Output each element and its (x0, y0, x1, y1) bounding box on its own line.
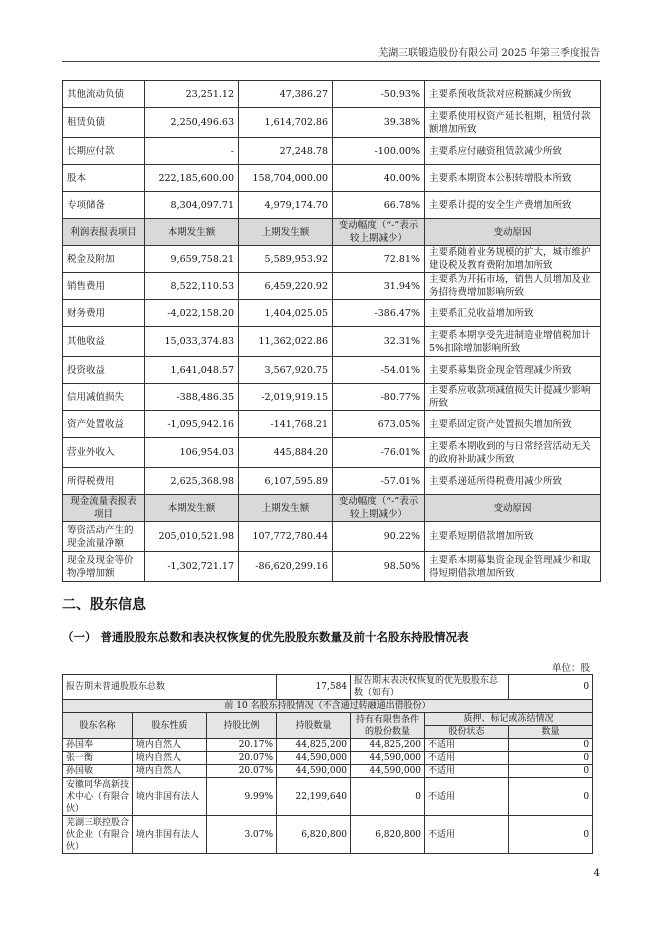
pledge-count: 0 (509, 778, 593, 816)
table-header-row (63, 495, 601, 522)
item-name: 长期应付款 (63, 138, 145, 165)
holder-name: 芜湖三联控股合伙企业（有限合伙） (63, 816, 133, 854)
section-title: 二、股东信息 (62, 597, 146, 613)
change-reason: 主要系为开拓市场，销售人员增加及业务招待费增加影响所致 (425, 273, 601, 300)
change-percent: 40.00% (333, 165, 425, 192)
current-amount: -4,022,158.20 (145, 300, 239, 327)
prior-amount: -2,019,919.15 (239, 384, 333, 411)
prior-amount: 445,884.20 (239, 438, 333, 468)
change-percent: 66.78% (333, 192, 425, 219)
table-row (63, 522, 601, 552)
col-holding-qty: 持股数量 (277, 713, 351, 739)
header-item: 利润表报表项目 (63, 219, 145, 246)
holder-nature: 境内非国有法人 (133, 778, 207, 816)
current-amount: 2,250,496.63 (145, 108, 239, 138)
shareholder-row (63, 765, 593, 778)
prior-amount: 6,107,595.89 (239, 468, 333, 495)
current-amount: -388,486.35 (145, 384, 239, 411)
prior-amount: 158,704,000.00 (239, 165, 333, 192)
top10-caption: 前 10 名股东持股情况（不含通过转融通出借股份） (63, 700, 593, 713)
total-holders-value: 17,584 (277, 675, 351, 700)
prior-amount: 11,362,022.86 (239, 327, 333, 357)
item-name: 筹资活动产生的现金流量净额 (63, 522, 145, 552)
item-name: 税金及附加 (63, 246, 145, 273)
financial-changes-table (62, 80, 601, 582)
change-percent: 72.81% (333, 246, 425, 273)
item-name: 其他流动负债 (63, 81, 145, 108)
holder-name: 孙国奉 (63, 739, 133, 752)
item-name: 营业外收入 (63, 438, 145, 468)
item-name: 资产处置收益 (63, 411, 145, 438)
shareholder-row (63, 778, 593, 816)
change-percent: -80.77% (333, 384, 425, 411)
pledge-count: 0 (509, 752, 593, 765)
item-name: 销售费用 (63, 273, 145, 300)
item-name: 投资收益 (63, 357, 145, 384)
item-name: 专项储备 (63, 192, 145, 219)
current-amount: 222,185,600.00 (145, 165, 239, 192)
current-amount: 106,954.03 (145, 438, 239, 468)
header-item: 现金流量表报表项目 (63, 495, 145, 522)
table-row (63, 384, 601, 411)
pledge-count: 0 (509, 765, 593, 778)
col-restricted-qty: 持有有限售条件的股份数量 (351, 713, 425, 739)
item-name: 现金及现金等价物净增加额 (63, 552, 145, 582)
restricted-qty: 44,825,200 (351, 739, 425, 752)
prior-amount: -141,768.21 (239, 411, 333, 438)
change-percent: -54.01% (333, 357, 425, 384)
share-status: 不适用 (425, 739, 509, 752)
table-row (63, 192, 601, 219)
header-reason: 变动原因 (425, 495, 601, 522)
header-current: 本期发生额 (145, 495, 239, 522)
total-holders-label: 报告期末普通股股东总数 (63, 675, 277, 700)
current-amount: 8,522,110.53 (145, 273, 239, 300)
change-reason: 主要系固定资产处置损失增加所致 (425, 411, 601, 438)
current-amount: 8,304,097.71 (145, 192, 239, 219)
prior-amount: -86,620,299.16 (239, 552, 333, 582)
pledge-count: 0 (509, 739, 593, 752)
prior-amount: 3,567,920.75 (239, 357, 333, 384)
change-percent: -57.01% (333, 468, 425, 495)
change-reason: 主要系募集资金现金管理减少所致 (425, 357, 601, 384)
header-prior: 上期发生额 (239, 495, 333, 522)
table-row (63, 81, 601, 108)
item-name: 其他收益 (63, 327, 145, 357)
header-change: 变动幅度（“-”表示较上期减少） (333, 495, 425, 522)
restricted-qty: 44,590,000 (351, 752, 425, 765)
holding-ratio: 20.17% (207, 739, 277, 752)
current-amount: 205,010,521.98 (145, 522, 239, 552)
holder-name: 孙国敏 (63, 765, 133, 778)
holder-name: 安徽同华高新技术中心（有限合伙） (63, 778, 133, 816)
change-reason: 主要系短期借款增加所致 (425, 522, 601, 552)
current-amount: 2,625,368.98 (145, 468, 239, 495)
item-name: 股本 (63, 165, 145, 192)
change-reason: 主要系使用权资产延长租期，租赁付款额增加所致 (425, 108, 601, 138)
item-name: 租赁负债 (63, 108, 145, 138)
table-header-row (63, 219, 601, 246)
restricted-qty: 44,590,000 (351, 765, 425, 778)
page-header: 芜湖三联锻造股份有限公司 2025 年第三季度报告 (378, 48, 600, 59)
item-name: 财务费用 (63, 300, 145, 327)
table-row (63, 411, 601, 438)
page-number: 4 (593, 868, 600, 879)
holder-nature: 境内非国有法人 (133, 816, 207, 854)
current-amount: 23,251.12 (145, 81, 239, 108)
col-holder-name: 股东名称 (63, 713, 133, 739)
subsection-title: （一） 普通股股东总数和表决权恢复的优先股股东数量及前十名股东持股情况表 (62, 630, 469, 644)
prior-amount: 5,589,953.92 (239, 246, 333, 273)
restricted-qty: 0 (351, 778, 425, 816)
holder-nature: 境内自然人 (133, 752, 207, 765)
table-row (63, 552, 601, 582)
change-reason: 主要系随着业务规模的扩大，城市维护建设税及教育费附加增加所致 (425, 246, 601, 273)
change-percent: 31.94% (333, 273, 425, 300)
current-amount: -1,095,942.16 (145, 411, 239, 438)
table-row (63, 438, 601, 468)
change-reason: 主要系本期收到的与日常经营活动无关的政府补助减少所致 (425, 438, 601, 468)
table-row (63, 327, 601, 357)
share-status: 不适用 (425, 752, 509, 765)
shareholder-row (63, 739, 593, 752)
table-row (63, 357, 601, 384)
change-percent: -76.01% (333, 438, 425, 468)
shareholder-row (63, 816, 593, 854)
prior-amount: 27,248.78 (239, 138, 333, 165)
change-reason: 主要系应收款项减值损失计提减少影响所致 (425, 384, 601, 411)
holding-qty: 44,590,000 (277, 752, 351, 765)
current-amount: 15,033,374.83 (145, 327, 239, 357)
header-change: 变动幅度（“-”表示较上期减少） (333, 219, 425, 246)
prior-amount: 4,979,174.70 (239, 192, 333, 219)
table-row (63, 300, 601, 327)
current-amount: -1,302,721.17 (145, 552, 239, 582)
change-reason: 主要系预收货款对应税额减少所致 (425, 81, 601, 108)
share-status: 不适用 (425, 778, 509, 816)
share-status: 不适用 (425, 816, 509, 854)
header-current: 本期发生额 (145, 219, 239, 246)
change-percent: 98.50% (333, 552, 425, 582)
header-divider (62, 61, 600, 62)
prior-amount: 47,386.27 (239, 81, 333, 108)
restricted-qty: 6,820,800 (351, 816, 425, 854)
col-holder-nature: 股东性质 (133, 713, 207, 739)
holding-qty: 22,199,640 (277, 778, 351, 816)
table-row (63, 138, 601, 165)
holder-nature: 境内自然人 (133, 765, 207, 778)
prior-amount: 107,772,780.44 (239, 522, 333, 552)
unit-label: 单位：股 (551, 663, 590, 674)
preferred-holders-value: 0 (509, 675, 593, 700)
table-row (63, 246, 601, 273)
current-amount: 1,641,048.57 (145, 357, 239, 384)
change-reason: 主要系递延所得税费用减少所致 (425, 468, 601, 495)
table-row (63, 165, 601, 192)
change-percent: 673.05% (333, 411, 425, 438)
holding-ratio: 3.07% (207, 816, 277, 854)
change-percent: 32.31% (333, 327, 425, 357)
holding-qty: 44,590,000 (277, 765, 351, 778)
share-status: 不适用 (425, 765, 509, 778)
holding-ratio: 20.07% (207, 752, 277, 765)
table-row (63, 273, 601, 300)
holder-nature: 境内自然人 (133, 739, 207, 752)
col-holding-ratio: 持股比例 (207, 713, 277, 739)
change-reason: 主要系本期享受先进制造业增值税加计 5%扣除增加影响所致 (425, 327, 601, 357)
preferred-holders-label: 报告期末表决权恢复的优先股股东总数（如有） (351, 675, 509, 700)
change-percent: 90.22% (333, 522, 425, 552)
holding-qty: 44,825,200 (277, 739, 351, 752)
change-reason: 主要系汇兑收益增加所致 (425, 300, 601, 327)
shareholders-table (62, 674, 593, 854)
holder-name: 张一衡 (63, 752, 133, 765)
change-percent: 39.38% (333, 108, 425, 138)
header-prior: 上期发生额 (239, 219, 333, 246)
change-reason: 主要系本期资本公积转增股本所致 (425, 165, 601, 192)
change-percent: -100.00% (333, 138, 425, 165)
item-name: 所得税费用 (63, 468, 145, 495)
prior-amount: 6,459,220.92 (239, 273, 333, 300)
item-name: 信用减值损失 (63, 384, 145, 411)
current-amount: - (145, 138, 239, 165)
header-reason: 变动原因 (425, 219, 601, 246)
col-pledge-count: 数量 (509, 726, 593, 739)
current-amount: 9,659,758.21 (145, 246, 239, 273)
holding-ratio: 9.99% (207, 778, 277, 816)
table-row (63, 108, 601, 138)
holding-ratio: 20.07% (207, 765, 277, 778)
col-pledge-group: 质押、标记或冻结情况 (425, 713, 593, 726)
holding-qty: 6,820,800 (277, 816, 351, 854)
prior-amount: 1,404,025.05 (239, 300, 333, 327)
table-row (63, 468, 601, 495)
change-reason: 主要系应付融资租赁款减少所致 (425, 138, 601, 165)
col-share-status: 股份状态 (425, 726, 509, 739)
prior-amount: 1,614,702.86 (239, 108, 333, 138)
change-percent: -50.93% (333, 81, 425, 108)
change-reason: 主要系计提的安全生产费增加所致 (425, 192, 601, 219)
change-reason: 主要系本期募集资金现金管理减少和取得短期借款增加所致 (425, 552, 601, 582)
pledge-count: 0 (509, 816, 593, 854)
shareholder-row (63, 752, 593, 765)
change-percent: -386.47% (333, 300, 425, 327)
